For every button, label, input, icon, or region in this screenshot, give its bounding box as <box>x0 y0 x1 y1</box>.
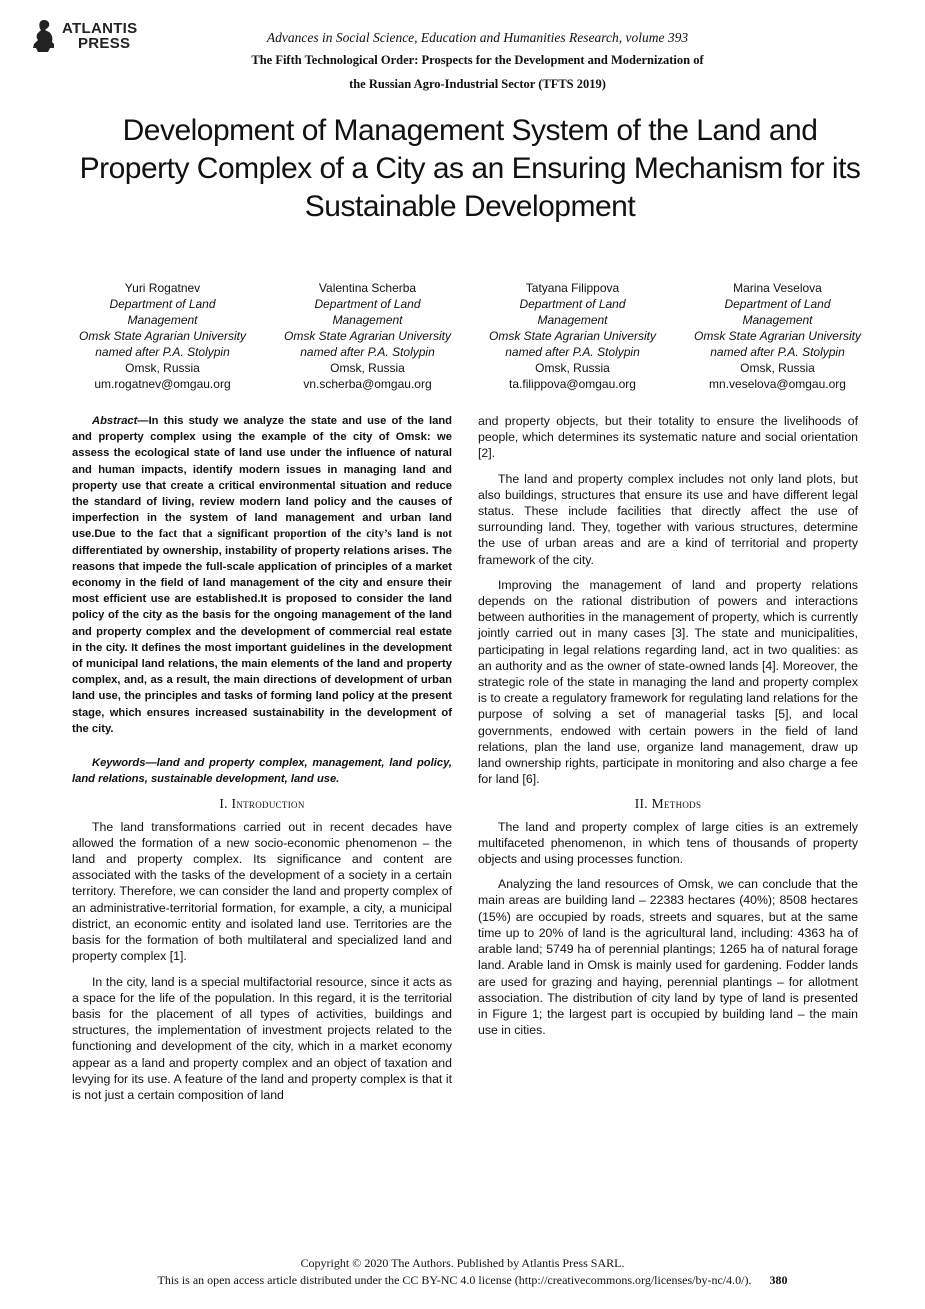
page-number: 380 <box>769 1273 788 1287</box>
author-block <box>60 280 265 392</box>
conference-title-line-2: the Russian Agro-Industrial Sector (TFTS 2019) <box>349 77 606 91</box>
abstract-label: Abstract <box>92 415 138 427</box>
abstract-text-1: In this study we analyze the state and use of the land and property complex using the example of the city of Omsk: we assess the ecological state of land use under the influence of natural and human impacts, identify modern issues in managing land and property use that create a critical environmental situation and reduce the standard of living, review modern land policy and the causes of imperfection in the system of land management and urban land use.Due to the <box>72 415 452 541</box>
author-name: Tatyana Filippova <box>525 281 620 295</box>
author-email[interactable]: um.rogatnev@omgau.org <box>94 377 231 391</box>
keywords <box>72 755 452 787</box>
keywords-label: Keywords <box>92 757 146 770</box>
paragraph: The land and property complex of large cities is an extremely multifaceted phenomenon, in which tens of thousands of property objects and using processes function. <box>478 819 858 867</box>
logo-line-1: ATLANTIS <box>62 20 138 37</box>
author-university-cont: named after P.A. Stolypin <box>95 345 230 359</box>
author-university-cont: named after P.A. Stolypin <box>300 345 435 359</box>
author-department-cont: Management <box>537 313 608 327</box>
keywords-text: land and property complex, management, land policy, land relations, sustainable development, land use. <box>72 757 452 786</box>
author-block <box>265 280 470 392</box>
conference-title-line-1: The Fifth Technological Order: Prospects for the Development and Modernization of <box>251 53 704 67</box>
author-name: Marina Veselova <box>733 281 822 295</box>
license-text: This is an open access article distributed under the CC BY-NC 4.0 license (http://creativecommons.org/licenses/by-nc/4.0/). <box>157 1273 752 1287</box>
copyright-notice: Copyright © 2020 The Authors. Published by Atlantis Press SARL. <box>300 1256 625 1270</box>
author-city: Omsk, Russia <box>740 361 815 375</box>
author-email[interactable]: vn.scherba@omgau.org <box>303 377 432 391</box>
author-department-cont: Management <box>332 313 403 327</box>
abstract-text-3: differentiated by ownership, instability of property relations arises. The reasons that impede the full-scale application of principles of a market economy in the field of land management of the city and ensure their most efficient use are established.It is proposed to consider the land policy of the city as the basis for the ongoing management of the land and property complex and the development of commercial real estate in the city. It defines the most important guidelines in the development of municipal land relations, the main elements of the land and property complex, and, as a result, the main directions of development of urban land use, the principles and tasks of forming land policy at the present stage, which ensures increased sustainability in the development of the city. <box>72 544 452 735</box>
left-column <box>72 413 452 1112</box>
author-department: Department of Land <box>519 297 626 311</box>
author-university-cont: named after P.A. Stolypin <box>505 345 640 359</box>
paper-title: Development of Management System of the Land and Property Complex of a City as an Ensuring Mechanism for its Sustainable Development <box>79 114 861 223</box>
author-department-cont: Management <box>127 313 198 327</box>
section-heading-introduction <box>72 796 452 812</box>
author-city: Omsk, Russia <box>330 361 405 375</box>
abstract-dash: — <box>137 415 149 427</box>
author-department-cont: Management <box>742 313 813 327</box>
author-department: Department of Land <box>109 297 216 311</box>
right-column <box>478 413 858 1047</box>
author-block <box>470 280 675 392</box>
section-heading-methods <box>478 796 858 812</box>
author-university: Omsk State Agrarian University <box>694 329 861 343</box>
paragraph: Improving the management of land and property relations depends on the rational distribution of powers and interactions between authorities in the management of property, which is currently jointly carried out in many cases [3]. The state and municipalities, participating in legal relations regarding land, act in two qualities: as an authority and as the owner of state-owned lands [4]. Moreover, the strategic role of the state in managing the land and property complex is to create a regulatory framework for regulating land relations for the purpose of solving a set of managerial tasks [5], and local governments, endowed with certain powers in the field of land relations, plan the land use, organize land management, draw up land ownership rights, participate in monitoring and also charge a fee for land [6]. <box>478 577 858 787</box>
author-city: Omsk, Russia <box>125 361 200 375</box>
section-number: I. <box>219 796 228 812</box>
author-university: Omsk State Agrarian University <box>489 329 656 343</box>
keywords-dash: — <box>145 757 157 770</box>
author-university-cont: named after P.A. Stolypin <box>710 345 845 359</box>
journal-series: Advances in Social Science, Education and Humanities Research, volume 393 <box>266 30 689 45</box>
abstract <box>72 413 452 737</box>
author-block <box>675 280 880 392</box>
author-email[interactable]: ta.filippova@omgau.org <box>509 377 636 391</box>
section-title: Methods <box>651 796 702 812</box>
author-name: Valentina Scherba <box>318 281 417 295</box>
license-notice <box>0 1273 925 1288</box>
abstract-text-2: fact that a significant proportion of the city’s land is not <box>158 528 452 541</box>
section-title: Introduction <box>231 796 305 812</box>
paragraph: The land transformations carried out in recent decades have allowed the formation of a new socio-economic phenomenon – the land and property complex. Its significance and content are associated with the tasks of the development of a society in a certain territory. Therefore, we can consider the land and property complex of an administrative-territorial formation, for example, a city, a municipal district, an economic entity and isolated land use. Territories are the basis for the formation of both multilateral and specialized land and property complex [1]. <box>72 819 452 964</box>
author-list <box>60 280 880 392</box>
author-university: Omsk State Agrarian University <box>284 329 451 343</box>
author-department: Department of Land <box>314 297 421 311</box>
author-department: Department of Land <box>724 297 831 311</box>
paragraph: The land and property complex includes not only land plots, but also buildings, structures that ensure its use and have different legal status. These include facilities that directly affect the use of surrounding land. They, together with various structures, determine the use of urban areas and are a kind of territorial and property framework of the city. <box>478 471 858 567</box>
section-number: II. <box>634 796 648 812</box>
author-name: Yuri Rogatnev <box>124 281 201 295</box>
author-city: Omsk, Russia <box>535 361 610 375</box>
author-university: Omsk State Agrarian University <box>79 329 246 343</box>
paragraph: In the city, land is a special multifactorial resource, since it acts as a space for the life of the population. In this regard, it is the territorial basis for the placement of all types of activities, buildings and structures, the implementation of investment projects related to the functioning and development of the city, which in a market economy appear as a land and property complex and an object of taxation and levying for its use. A feature of the land and property complex is that it is not just a certain composition of land <box>72 974 452 1102</box>
logo-line-2: PRESS <box>78 35 131 52</box>
author-email[interactable]: mn.veselova@omgau.org <box>709 377 846 391</box>
paragraph: Analyzing the land resources of Omsk, we can conclude that the main areas are building land – 22383 hectares (40%); 8508 hectares (15%) are occupied by roads, streets and squares, but at the same time up to 20% of land is the agricultural land, including: 4363 ha of arable land; 5749 ha of perennial plantings; 1265 ha of natural forage land. Arable land in Omsk is mainly used for gardening. Fodder lands are used for grazing and haying, perennial plantings – for allotment association. The distribution of city land by type of land is presented in Figure 1; the largest part is occupied by building land – the main use in cities. <box>478 877 858 1038</box>
paragraph: and property objects, but their totality to ensure the livelihoods of people, which determines its systematic nature and social orientation [2]. <box>478 414 858 461</box>
